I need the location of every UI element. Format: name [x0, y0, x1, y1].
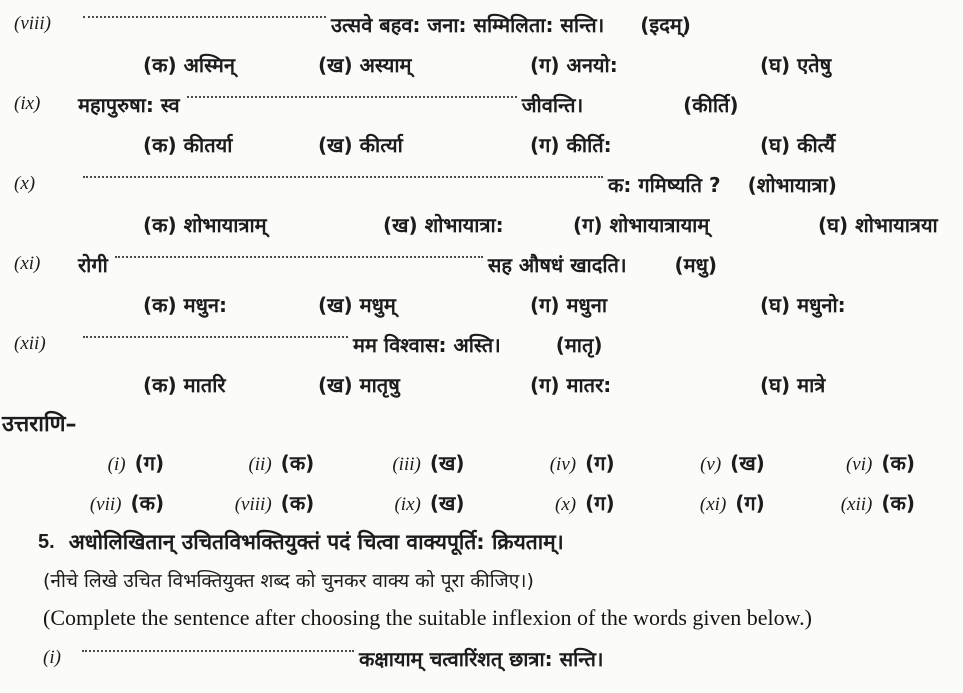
- blank-dotted-line: [115, 256, 483, 258]
- blank-dotted-line: [83, 336, 348, 338]
- answer-value: (क): [280, 490, 315, 515]
- option-label: (ख): [318, 292, 353, 317]
- question-text: मम विश्वास: अस्ति।: [353, 332, 501, 357]
- option-label: (ग): [530, 132, 560, 157]
- answers-row-2: [14, 482, 953, 522]
- answer-item: [615, 449, 765, 476]
- option-text: कीर्त्यै: [797, 132, 836, 157]
- question-row-ix: [14, 84, 953, 124]
- hint-word: (कीर्ति): [683, 92, 739, 117]
- option-text: कीर्ति:: [566, 132, 612, 157]
- option-text: मातृषु: [359, 372, 400, 397]
- answer-value: (क): [280, 450, 315, 475]
- option: [760, 51, 953, 78]
- hint-word: (मातृ): [555, 332, 603, 357]
- option-text: शोभायात्रायाम्: [609, 212, 710, 237]
- option-text: मधुन:: [183, 292, 228, 317]
- question-number: (ix): [14, 93, 41, 114]
- option-text: मातर:: [566, 372, 612, 397]
- question-number: (x): [14, 173, 36, 194]
- blank-dotted-line: [83, 16, 326, 18]
- answer-value: (ख): [429, 450, 465, 475]
- answer-number: (iv): [549, 453, 577, 475]
- option-label: (घ): [760, 52, 791, 77]
- option: [530, 371, 760, 398]
- option-text: कीतर्या: [183, 132, 233, 157]
- option-label: (क): [143, 52, 177, 77]
- option: [573, 211, 818, 238]
- answer-value: (क): [881, 450, 915, 475]
- option-text: मधुम्: [359, 292, 396, 317]
- hint-word: (मधु): [674, 252, 718, 277]
- option-label: (क): [143, 132, 177, 157]
- answer-number: (iii): [392, 453, 421, 475]
- answer-value: (ग): [134, 450, 165, 475]
- option-label: (ग): [573, 212, 603, 237]
- blank-dotted-line: [83, 176, 603, 178]
- option-text: शोभायात्रा:: [424, 212, 504, 237]
- answer-number: (vi): [845, 453, 873, 475]
- option: [318, 131, 530, 158]
- option: [143, 291, 318, 318]
- answer-number: (vii): [89, 493, 122, 515]
- answer-number: (xi): [699, 493, 727, 515]
- answer-item: [14, 449, 164, 476]
- answer-item: [314, 449, 464, 476]
- question-number: (viii): [14, 13, 51, 34]
- options-row-xi: [143, 284, 953, 324]
- answer-item: [765, 449, 915, 476]
- option-label: (क): [143, 212, 177, 237]
- question-pre-text: रोगी: [78, 252, 108, 277]
- answer-value: (ख): [429, 490, 465, 515]
- question-text: सह औषधं खादति।: [487, 252, 627, 277]
- option: [143, 371, 318, 398]
- option-label: (घ): [760, 132, 791, 157]
- answers-heading: उत्तराणि–: [2, 412, 77, 437]
- option: [318, 291, 530, 318]
- option-label: (ग): [530, 292, 560, 317]
- option-label: (ख): [318, 132, 353, 157]
- option-text: मात्रे: [797, 372, 826, 397]
- answer-value: (ग): [585, 450, 615, 475]
- answers-row-1: [14, 442, 953, 482]
- answer-value: (क): [881, 490, 915, 515]
- question-number: (i): [43, 647, 61, 668]
- option-label: (ग): [530, 372, 560, 397]
- blank-dotted-line: [187, 96, 517, 98]
- option-text: अनयो:: [566, 52, 618, 77]
- option-label: (ख): [318, 52, 353, 77]
- answer-value: (ग): [585, 490, 615, 515]
- option-text: मधुना: [566, 292, 608, 317]
- option-label: (घ): [818, 212, 849, 237]
- answer-number: (xii): [840, 493, 873, 515]
- answer-item: [14, 489, 164, 516]
- answer-number: (v): [700, 453, 722, 475]
- option-text: एतेषु: [797, 52, 832, 77]
- answer-number: (viii): [234, 493, 272, 515]
- answer-item: [765, 489, 915, 516]
- hindi-subtitle: (नीचे लिखे उचित विभक्तियुक्त शब्द को चुनकर वाक्य को पूरा कीजिए।): [43, 570, 534, 592]
- question-row-xi: [14, 244, 953, 284]
- option-text: शोभायात्राम्: [183, 212, 267, 237]
- question-5-heading-row: [14, 522, 953, 562]
- option-label: (ख): [383, 212, 418, 237]
- answer-value: (ग): [735, 490, 765, 515]
- question-text: कक्षायाम् चत्वारिंशत् छात्रा: सन्ति।: [359, 646, 604, 671]
- question-row-x: [14, 164, 953, 204]
- question-number: (xii): [14, 333, 46, 354]
- option: [383, 211, 573, 238]
- option-text: अस्याम्: [359, 52, 412, 77]
- option: [530, 131, 760, 158]
- answer-item: [164, 449, 314, 476]
- question-text: जीवन्ति।: [521, 92, 584, 117]
- question-text: उत्सवे बहव: जना: सम्मिलिता: सन्ति।: [331, 12, 605, 37]
- option: [318, 371, 530, 398]
- option: [143, 51, 318, 78]
- option: [760, 131, 953, 158]
- blank-dotted-line: [82, 650, 354, 652]
- option-label: (क): [143, 372, 177, 397]
- answer-number: (x): [555, 493, 577, 515]
- answer-number: (ii): [248, 453, 272, 475]
- option: [530, 291, 760, 318]
- option-label: (ख): [318, 372, 353, 397]
- question-row-xii: [14, 324, 953, 364]
- option-text: मातरि: [183, 372, 226, 397]
- answer-value: (ख): [730, 450, 765, 475]
- answer-item: [314, 489, 464, 516]
- answer-number: (ix): [394, 493, 421, 515]
- question-5-heading: अधोलिखितान् उचितविभक्तियुक्तं पदं चित्वा वाक्यपूर्ति: क्रियताम्।: [68, 530, 564, 554]
- option-label: (क): [143, 292, 177, 317]
- answer-value: (क): [130, 490, 165, 515]
- answer-item: [465, 489, 615, 516]
- options-row-x: [143, 204, 953, 244]
- options-row-viii: [143, 44, 953, 84]
- option-label: (घ): [760, 292, 791, 317]
- option: [143, 211, 383, 238]
- option: [143, 131, 318, 158]
- option-text: मधुनो:: [797, 292, 846, 317]
- option-text: अस्मिन्: [183, 52, 235, 77]
- answer-item: [615, 489, 765, 516]
- question-5-number: 5.: [38, 530, 55, 553]
- option: [318, 51, 530, 78]
- question-text: क: गमिष्यति ?: [608, 172, 721, 197]
- answer-item: [164, 489, 314, 516]
- option-text: कीर्त्या: [359, 132, 403, 157]
- options-row-ix: [143, 124, 953, 164]
- question-pre-text: महापुरुषा: स्व: [78, 92, 180, 117]
- option: [818, 211, 953, 238]
- answer-item: [465, 449, 615, 476]
- option-label: (ग): [530, 52, 560, 77]
- hint-word: (इदम्): [640, 12, 691, 37]
- question-number: (xi): [14, 253, 41, 274]
- question-5-item-i: [14, 638, 953, 678]
- option-label: (घ): [760, 372, 791, 397]
- option-text: शोभायात्रया: [855, 212, 938, 237]
- hint-word: (शोभायात्रा): [747, 172, 837, 197]
- option: [530, 51, 760, 78]
- question-row-viii: [14, 4, 953, 44]
- option: [760, 371, 953, 398]
- answer-number: (i): [107, 453, 126, 475]
- english-subtitle: (Complete the sentence after choosing the suitable inflexion of the words given below.): [43, 605, 812, 630]
- option: [760, 291, 953, 318]
- options-row-xii: [143, 364, 953, 404]
